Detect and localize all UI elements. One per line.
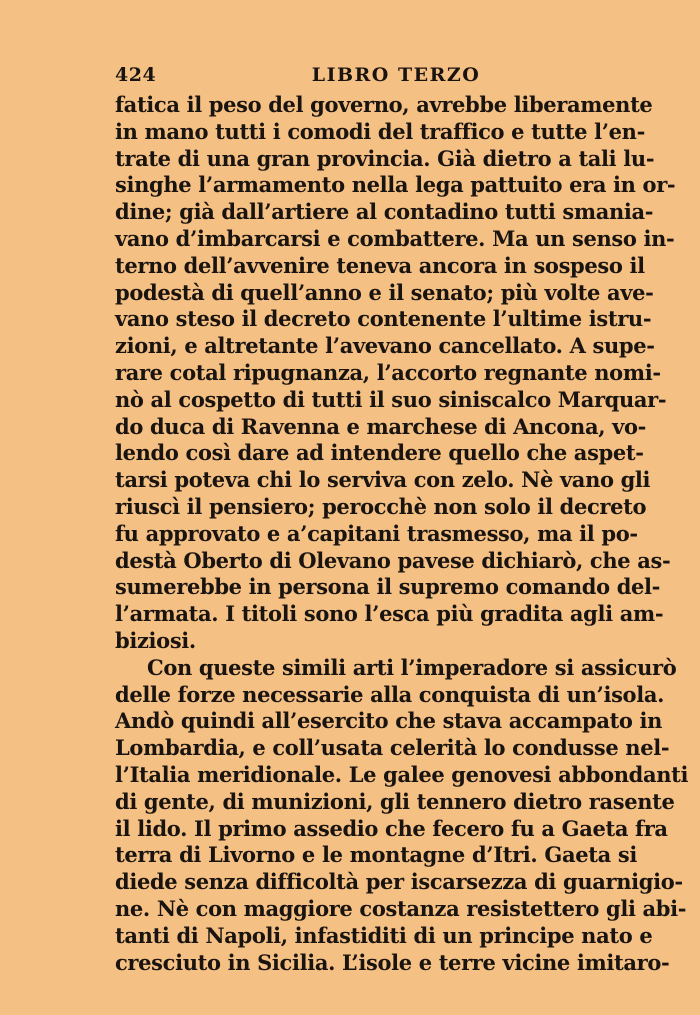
text-line: destà Oberto di Olevano pavese dichiarò, che as- <box>115 547 671 573</box>
text-line: vano steso il decreto contenente l’ultime istru- <box>115 306 652 332</box>
text-line: podestà di quell’anno e il senato; più volte ave- <box>115 279 654 305</box>
text-line: delle forze necessarie alla conquista di un’isola. <box>115 681 665 707</box>
text-line: Lombardia, e coll’usata celerità lo condusse nel- <box>115 735 670 761</box>
text-line: sumerebbe in persona il supremo comando del- <box>115 574 661 600</box>
text-line: riuscì il pensiero; perocchè non solo il decreto <box>115 493 647 519</box>
text-line: terno dell’avvenire teneva ancora in sospeso il <box>115 252 645 278</box>
text-line: trate di una gran provincia. Già dietro a tali lu- <box>115 145 655 171</box>
running-head <box>115 64 637 90</box>
text-line: Andò quindi all’esercito che stava accampato in <box>115 708 663 734</box>
text-line: il lido. Il primo assedio che fecero fu a Gaeta fra <box>115 815 668 841</box>
text-line: rare cotal ripugnanza, l’accorto regnante nomi- <box>115 359 661 385</box>
text-line: diede senza difficoltà per iscarsezza di guarnigio- <box>115 869 683 895</box>
text-line: tanti di Napoli, infastiditi di un principe nato e <box>115 922 653 948</box>
text-line: l’Italia meridionale. Le galee genovesi abbondanti <box>115 761 689 787</box>
text-line: fu approvato e a’capitani trasmesso, ma il po- <box>115 520 638 546</box>
text-line: dine; già dall’artiere al contadino tutti smania- <box>115 199 654 225</box>
paragraph-start-line: Con queste simili arti l’imperadore si assicurò <box>147 654 677 680</box>
text-line: terra di Livorno e le montagne d’Itri. Gaeta si <box>115 842 637 868</box>
text-line: do duca di Ravenna e marchese di Ancona, vo- <box>115 413 647 439</box>
text-line: ne. Nè con maggiore costanza resistettero gli abi- <box>115 895 687 921</box>
body-text <box>115 92 689 976</box>
text-line: fatica il peso del governo, avrebbe liberamente <box>115 92 653 117</box>
text-line: vano d’imbarcarsi e combattere. Ma un senso in- <box>115 225 675 251</box>
running-title: LIBRO TERZO <box>311 64 481 86</box>
text-line: in mano tutti i comodi del traffico e tutte l’en- <box>115 118 645 144</box>
text-line: l’armata. I titoli sono l’esca più gradita agli am- <box>115 601 664 627</box>
paragraph-end-line: biziosi. <box>115 627 196 653</box>
page-number: 424 <box>115 64 157 86</box>
text-line: di gente, di munizioni, gli tennero dietro rasente <box>115 788 675 814</box>
text-line: lendo così dare ad intendere quello che aspet- <box>115 440 644 466</box>
text-line: nò al cospetto di tutti il suo siniscalco Marquar- <box>115 386 667 412</box>
text-line: singhe l’armamento nella lega pattuito era in or- <box>115 172 676 198</box>
text-line: tarsi poteva chi lo serviva con zelo. Nè vano gli <box>115 467 651 493</box>
text-line: cresciuto in Sicilia. L’isole e terre vicine imitaro- <box>115 949 670 975</box>
text-line: zioni, e altretante l’avevano cancellato. A supe- <box>115 333 655 359</box>
